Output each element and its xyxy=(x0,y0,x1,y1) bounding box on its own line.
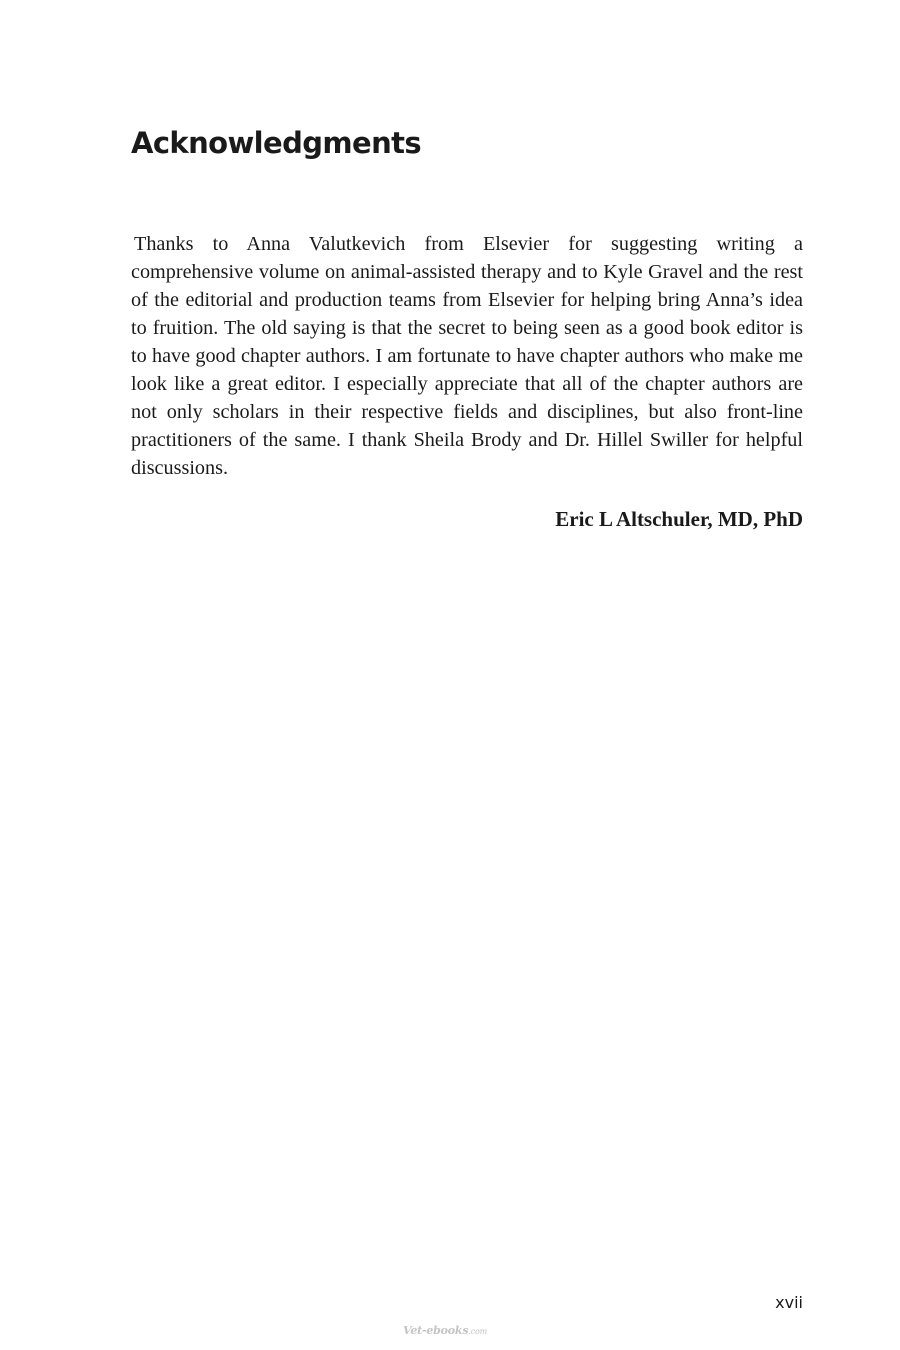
page-number: xvii xyxy=(775,1293,803,1312)
page-title: Acknowledgments xyxy=(131,126,422,160)
watermark-suffix: .com xyxy=(468,1327,487,1336)
watermark-logo xyxy=(403,1324,487,1337)
acknowledgments-paragraph: Thanks to Anna Valutkevich from Elsevier for suggesting writing a comprehensive volume on animal-assisted therapy and to Kyle Gravel and the rest of the editorial and production teams from Elsevier for helping bring Anna’s idea to fruition. The old saying is that the secret to being seen as a good book editor is to have good chapter authors. I am fortunate to have chapter authors who make me look like a great editor. I especially appreciate that all of the chapter authors are not only scholars in their respective fields and disciplines, but also front-line practitioners of the same. I thank Sheila Brody and Dr. Hillel Swiller for helpful discussions. xyxy=(131,233,803,479)
author-signature: Eric L Altschuler, MD, PhD xyxy=(555,507,803,531)
watermark-main: Vet-ebooks xyxy=(403,1324,469,1337)
